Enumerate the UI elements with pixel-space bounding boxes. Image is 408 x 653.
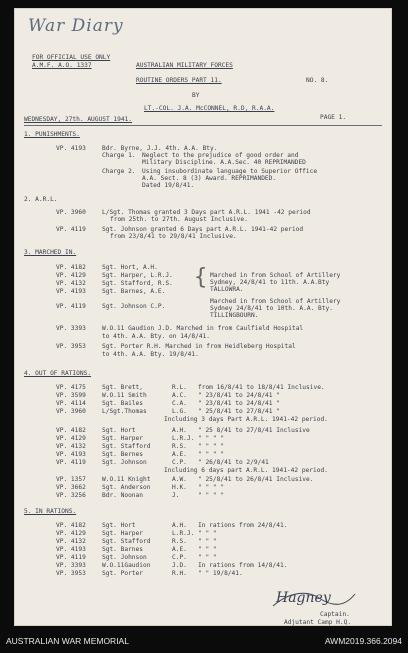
oor-dates: " 23/8/41 to 24/8/41 ": [198, 400, 280, 407]
marched-johnson-name: Sgt. Johnson C.P.: [102, 303, 166, 310]
organisation-name: AUSTRALIAN MILITARY FORCES: [136, 62, 233, 69]
marched-johnson-line-1: Marched in from School of Artillery: [210, 298, 341, 305]
marched-group-line-2: Sydney, 24/8/41 to 11th. A.A.Bty: [210, 279, 330, 286]
section-in-rations-title: 5. IN RATIONS.: [24, 508, 77, 515]
ir-text: " " ": [198, 538, 217, 545]
oor-vp: VP. 4175: [56, 384, 86, 391]
ir-initials: R.H.: [172, 570, 187, 577]
page-number: PAGE 1.: [320, 114, 347, 121]
punishment-dated: Dated 19/8/41.: [142, 182, 195, 189]
ir-vp: VP. 4182: [56, 522, 86, 529]
ir-vp: VP. 4193: [56, 546, 86, 553]
document-sheet: [14, 8, 392, 626]
marched-group-line-1: Marched in from School of Artillery: [210, 272, 341, 279]
oor-dates: " " " ": [198, 451, 225, 458]
oor-vp: VP. 3662: [56, 484, 86, 491]
ir-name: Sgt. Johnson: [102, 554, 147, 561]
group-bracket: {: [194, 265, 208, 290]
oor-initials: C.A.: [172, 400, 187, 407]
ir-text: " " ": [198, 554, 217, 561]
arl-2-line-1: Sgt. Johnson granted 6 Days part A.R.L. 1941-42 period: [102, 226, 304, 233]
marched-porter-vp: VP. 3953: [56, 343, 86, 350]
header-divider: [24, 125, 382, 126]
oor-name: Sgt. Johnson: [102, 459, 147, 466]
ir-initials: A.H.: [172, 522, 187, 529]
charge-2-line-2: A.A. Sect. 8 (3) Award. REPRIMANDED.: [142, 175, 277, 182]
ir-vp: VP. 4119: [56, 554, 86, 561]
marched-gaudion-vp: VP. 3393: [56, 325, 86, 332]
oor-initials: R.L.: [172, 384, 187, 391]
section-marched-in-title: 3. MARCHED IN.: [24, 249, 77, 256]
oor-name: W.O.11 Smith: [102, 392, 147, 399]
signature-flourish: [269, 586, 359, 612]
oor-name: Sgt. Harper: [102, 435, 143, 442]
marched-johnson-vp: VP. 4119: [56, 303, 86, 310]
oor-name: L/Sgt.Thomas: [102, 408, 147, 415]
ir-vp: VP. 4129: [56, 530, 86, 537]
oor-name: Sgt. Bernes: [102, 451, 143, 458]
oor-vp: VP. 3960: [56, 408, 86, 415]
oor-initials: A.E.: [172, 451, 187, 458]
charge-2-label: Charge 2.: [102, 168, 136, 175]
oor-vp: VP. 4193: [56, 451, 86, 458]
archive-name: AUSTRALIAN WAR MEMORIAL: [6, 636, 129, 646]
punishment-soldier: Bdr. Byrne, J.J. 4th. A.A. Bty.: [102, 145, 218, 152]
ir-initials: J.D.: [172, 562, 187, 569]
charge-1-label: Charge 1.: [102, 152, 136, 159]
ir-vp: VP. 3953: [56, 570, 86, 577]
orders-title: ROUTINE ORDERS PART 11.: [136, 77, 222, 84]
ir-name: Sgt. Hort: [102, 522, 136, 529]
marched-johnson-line-2: Sydney 24/8/41 to 10th. A.A. Bty.: [210, 305, 333, 312]
ir-text: " " 19/8/41.: [198, 570, 243, 577]
orders-number: NO. 8.: [306, 77, 329, 84]
ir-name: Sgt. Stafford: [102, 538, 151, 545]
oor-dates: " 25/8/41 to 26/8/41 Inclusive.: [198, 476, 314, 483]
oor-name: W.O.11 Knight: [102, 476, 151, 483]
section-out-of-rations-title: 4. OUT OF RATIONS.: [24, 370, 92, 377]
arl-2-line-2: from 23/8/41 to 29/8/41 Inclusive.: [110, 233, 237, 240]
oor-dates: " " " ": [198, 435, 225, 442]
oor-vp: VP. 3256: [56, 492, 86, 499]
marched-group-line-3: TALLOWRA.: [210, 286, 244, 293]
oor-dates: " " " ": [198, 484, 225, 491]
handwritten-signature: Hagney: [276, 590, 331, 606]
arl-2-vp: VP. 4119: [56, 226, 86, 233]
archive-footer: [0, 627, 408, 653]
oor-dates: from 16/8/41 to 18/8/41 Inclusive.: [198, 384, 325, 391]
ir-initials: C.P.: [172, 554, 187, 561]
marched-johnson-line-3: TILLINGBOURN.: [210, 312, 259, 319]
official-use-label: FOR OFFICIAL USE ONLY: [32, 54, 111, 61]
ir-vp: VP. 3393: [56, 562, 86, 569]
marched-gaudion-line-2: to 4th. A.A. Bty. on 14/8/41.: [102, 333, 211, 340]
oor-initials: R.S.: [172, 443, 187, 450]
ir-name: W.O.11Gaudion: [102, 562, 151, 569]
ir-initials: R.S.: [172, 538, 187, 545]
form-reference: A.M.F. A.O. 1337: [32, 62, 92, 69]
charge-1-line-2: Military Discipline. A.A.Sec. 40 REPRIMANDED: [142, 159, 306, 166]
ir-text: " " ": [198, 530, 217, 537]
oor-note-1: Including 3 days Part A.R.L. 1941-42 period.: [164, 416, 328, 423]
commanding-officer: LT.-COL. J.A. McCONNEL, R.D, R.A.A.: [144, 105, 275, 112]
ir-text: In rations from 24/8/41.: [198, 522, 288, 529]
signatory-role: Adjutant Camp H.Q.: [284, 619, 352, 626]
marched-vp: VP. 4132: [56, 280, 86, 287]
oor-vp: VP. 4182: [56, 427, 86, 434]
oor-name: Sgt. Brett,: [102, 384, 143, 391]
signatory-rank: Captain.: [320, 611, 350, 618]
handwritten-title: War Diary: [28, 16, 124, 36]
oor-name: Sgt. Stafford: [102, 443, 151, 450]
ir-initials: A.E.: [172, 546, 187, 553]
marched-name: Sgt. Hort, A.H.: [102, 264, 158, 271]
oor-initials: J.: [172, 492, 180, 499]
marched-vp: VP. 4182: [56, 264, 86, 271]
marched-porter-line-1: Sgt. Porter R.H. Marched in from Heidleberg Hospital: [102, 343, 296, 350]
oor-dates: " 25/8/41 to 27/8/41 ": [198, 408, 280, 415]
archive-reference: AWM2019.366.2094: [324, 636, 402, 646]
oor-name: Sgt. Bailes: [102, 400, 143, 407]
oor-initials: L.G.: [172, 408, 187, 415]
oor-dates: " " " ": [198, 492, 225, 499]
oor-vp: VP. 4119: [56, 459, 86, 466]
oor-initials: A.H.: [172, 427, 187, 434]
oor-name: Sgt. Hort: [102, 427, 136, 434]
ir-text: " " ": [198, 546, 217, 553]
marched-gaudion-line-1: W.O.11 Gaudion J.D. Marched in from Caulfield Hospital: [102, 325, 304, 332]
ir-name: Sgt. Porter: [102, 570, 143, 577]
arl-1-line-2: from 25th. to 27th. August Inclusive.: [110, 216, 248, 223]
arl-1-vp: VP. 3960: [56, 209, 86, 216]
oor-name: Bdr. Noonan: [102, 492, 143, 499]
oor-name: Sgt. Anderson: [102, 484, 151, 491]
oor-note-2: Including 6 days part A.R.L. 1941-42 period.: [164, 467, 328, 474]
oor-initials: C.P.: [172, 459, 187, 466]
ir-name: Sgt. Barnes: [102, 546, 143, 553]
marched-vp: VP. 4129: [56, 272, 86, 279]
ir-text: In rations from 14/8/41.: [198, 562, 288, 569]
oor-vp: VP. 4114: [56, 400, 86, 407]
marched-name: Sgt. Stafford, R.S.: [102, 280, 173, 287]
arl-1-line-1: L/Sgt. Thomas granted 3 Days part A.R.L. 1941 -42 period: [102, 209, 311, 216]
marched-vp: VP. 4193: [56, 288, 86, 295]
ir-name: Sgt. Harper: [102, 530, 143, 537]
ir-initials: L.R.J.: [172, 530, 195, 537]
oor-initials: A.W.: [172, 476, 187, 483]
marched-name: Sgt. Barnes, A.E.: [102, 288, 166, 295]
charge-1-line-1: Neglect to the prejudice of good order and: [142, 152, 299, 159]
oor-dates: " " " ": [198, 443, 225, 450]
charge-2-line-1: Using insubordinate language to Superior Office: [142, 168, 318, 175]
marched-name: Sgt. Harper, L.R.J.: [102, 272, 173, 279]
oor-vp: VP. 4129: [56, 435, 86, 442]
oor-initials: H.K.: [172, 484, 187, 491]
oor-initials: A.C.: [172, 392, 187, 399]
by-label: BY: [192, 92, 200, 99]
oor-vp: VP. 1357: [56, 476, 86, 483]
oor-initials: L.R.J.: [172, 435, 195, 442]
section-punishments-title: 1. PUNISHMENTS.: [24, 131, 80, 138]
oor-dates: " 26/8/41 to 2/9/41: [198, 459, 269, 466]
oor-dates: " 23/8/41 to 24/8/41 ": [198, 392, 280, 399]
punishment-vp: VP. 4193: [56, 145, 86, 152]
order-date: WEDNESDAY, 27th. AUGUST 1941.: [24, 116, 133, 123]
marched-porter-line-2: to 4th. A.A. Bty. 19/8/41.: [102, 351, 199, 358]
ir-vp: VP. 4132: [56, 538, 86, 545]
oor-dates: " 25 8/41 to 27/8/41 Inclusive: [198, 427, 310, 434]
oor-vp: VP. 4132: [56, 443, 86, 450]
oor-vp: VP. 3599: [56, 392, 86, 399]
section-arl-title: 2. A.R.L.: [24, 196, 58, 203]
